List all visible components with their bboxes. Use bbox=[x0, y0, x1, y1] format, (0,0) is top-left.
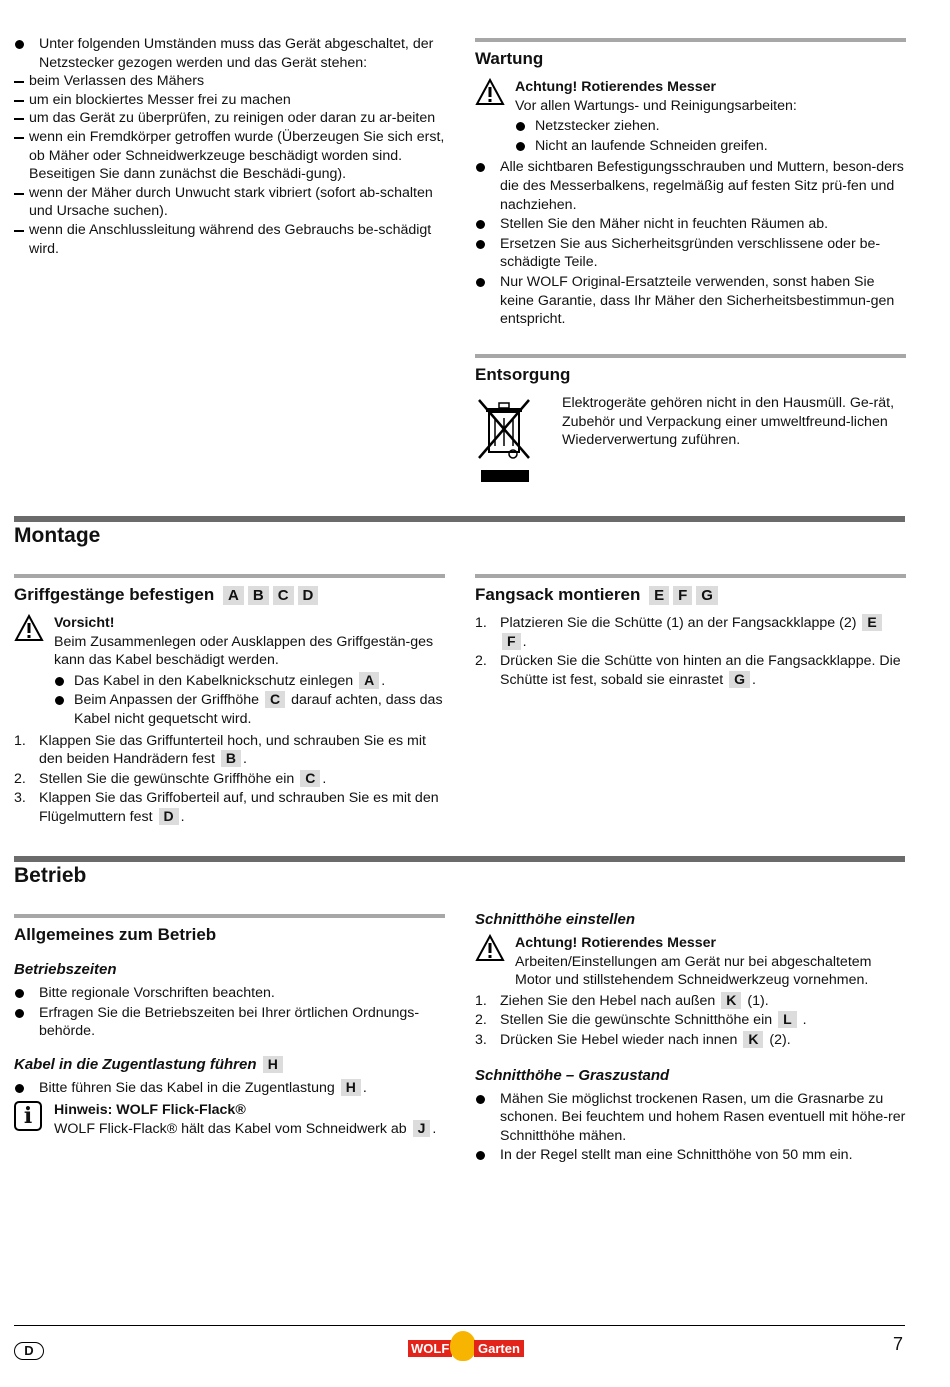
section-rule bbox=[475, 38, 906, 42]
list-item: um das Gerät zu überprüfen, zu reinigen oder daran zu ar-beiten bbox=[14, 109, 445, 128]
gras-list bbox=[475, 1090, 906, 1165]
section-rule bbox=[14, 574, 445, 578]
betriebszeiten-title: Betriebszeiten bbox=[14, 961, 117, 978]
warning-block bbox=[14, 614, 445, 729]
list-item: Alle sichtbaren Befestigungsschrauben und Muttern, beson-ders die des Messerbalkens, regelmäßig auf festen Sitz prü-fen und nachziehen. bbox=[475, 158, 906, 214]
warning-text: Vor allen Wartungs- und Reinigungsarbeiten: bbox=[515, 97, 797, 114]
list-item: Unter folgenden Umständen muss das Gerät abgeschaltet, der Netzstecker gezogen werden und das Gerät stehen: beim Verlassen des Mähers um ein blockiertes Messer frei zu machen um das Gerät zu überprüfen, zu reinigen oder daran zu ar-beiten wenn ein Fremdkörper getroffen wurde (Überzeugen Sie sich erst, ob Mäher oder Schneidwerkzeuge beschädigt worden sind. Beseitigen Sie dann zunächst die Beschädi-gung). wenn der Mäher durch Unwucht stark vibriert (sofort ab-schalten und Ursache suchen). wenn die Anschlussleitung während des Gebrauchs be-schädigt wird. bbox=[14, 35, 445, 258]
griff-steps bbox=[14, 732, 445, 827]
page-number: 7 bbox=[893, 1334, 904, 1354]
figure-label: D bbox=[298, 586, 319, 605]
list-item: 2. Stellen Sie die gewünschte Schnitthöhe ein L . bbox=[475, 1011, 807, 1029]
list-item: 1. Platzieren Sie die Schütte (1) an der Fangsackklappe (2) E F . bbox=[475, 614, 906, 651]
wartung-section bbox=[475, 38, 906, 330]
list-item: 1. Klappen Sie das Griffunterteil hoch, und schrauben Sie es mit den beiden Handrädern fest B . bbox=[14, 732, 426, 768]
figure-label: K bbox=[743, 1031, 763, 1048]
section-title: Montage bbox=[14, 524, 101, 547]
warning-block bbox=[475, 934, 906, 990]
warning-title: Vorsicht! bbox=[54, 615, 115, 631]
list-item: wenn die Anschlussleitung während des Gebrauchs be-schädigt wird. bbox=[14, 221, 445, 258]
schnitthoehe-title: Schnitthöhe einstellen bbox=[475, 911, 636, 928]
section-rule bbox=[14, 856, 905, 862]
figure-label: C bbox=[300, 770, 320, 787]
figure-label: G bbox=[696, 586, 718, 605]
figure-label: C bbox=[273, 586, 294, 605]
dash-list bbox=[14, 72, 445, 258]
crossed-bin-icon bbox=[475, 396, 533, 488]
figure-label: E bbox=[862, 614, 881, 631]
list-item: In der Regel stellt man eine Schnitthöhe von 50 mm ein. bbox=[475, 1146, 906, 1165]
figure-label: A bbox=[359, 672, 379, 689]
figure-label: J bbox=[413, 1120, 431, 1137]
list-item: Das Kabel in den Kabelknickschutz einlegen A . bbox=[54, 672, 445, 691]
warning-bullets bbox=[515, 117, 906, 155]
list-item: Beim Anpassen der Griffhöhe C darauf achten, dass das Kabel nicht gequetscht wird. bbox=[54, 691, 445, 728]
entsorgung-text: Elektrogeräte gehören nicht in den Hausmüll. Ge-rät, Zubehör und Verpackung einer umweltfreund-lichen Wiederverwertung zuführen. bbox=[562, 395, 895, 449]
figure-label: F bbox=[502, 633, 521, 650]
figure-label: D bbox=[159, 808, 179, 825]
fangsack-section bbox=[475, 574, 906, 690]
kabel-title: Kabel in die Zugentlastung führen H bbox=[14, 1055, 445, 1075]
top-left-block bbox=[14, 35, 445, 259]
section-rule bbox=[14, 914, 445, 918]
list-item: Bitte führen Sie das Kabel in die Zugentlastung H . bbox=[14, 1079, 445, 1098]
warning-title: Achtung! Rotierendes Messer bbox=[515, 79, 717, 95]
subsection-title: Griffgestänge befestigen A B C D bbox=[14, 584, 445, 606]
list-item: 2. Drücken Sie die Schütte von hinten an die Fangsackklappe. Die Schütte ist fest, sobald sie einrastet G . bbox=[475, 653, 901, 688]
figure-label: F bbox=[673, 586, 692, 605]
warning-bullets bbox=[54, 672, 445, 729]
griff-section bbox=[14, 574, 445, 828]
betriebszeiten-list bbox=[14, 984, 445, 1041]
section-rule bbox=[14, 516, 905, 522]
figure-label: H bbox=[263, 1056, 283, 1073]
figure-label: A bbox=[223, 586, 244, 605]
section-title: Betrieb bbox=[14, 864, 87, 887]
figure-label: B bbox=[221, 750, 241, 767]
entsorgung-section bbox=[475, 354, 906, 494]
language-badge: D bbox=[14, 1342, 44, 1360]
section-title: Wartung bbox=[475, 49, 544, 68]
section-rule bbox=[475, 574, 906, 578]
warning-icon bbox=[475, 934, 505, 962]
list-item: Nicht an laufende Schneiden greifen. bbox=[515, 137, 906, 156]
warning-title: Achtung! Rotierendes Messer bbox=[515, 935, 717, 951]
warning-text: Beim Zusammenlegen oder Ausklappen des Griffgestän-ges kann das Kabel beschädigt werden. bbox=[54, 633, 434, 669]
hint-block: i Hinweis: WOLF Flick-Flack® WOLF Flick-Flack® hält das Kabel vom Schneidwerk ab J . bbox=[14, 1101, 445, 1138]
list-item: 1. Ziehen Sie den Hebel nach außen K (1). bbox=[475, 991, 769, 1009]
list-item: wenn ein Fremdkörper getroffen wurde (Überzeugen Sie sich erst, ob Mäher oder Schneidwerkzeuge beschädigt worden sind. Beseitigen Sie dann zunächst die Beschädi-gung). bbox=[14, 128, 445, 184]
list-item: Ersetzen Sie aus Sicherheitsgründen verschlissene oder be-schädigte Teile. bbox=[475, 235, 906, 272]
subsection-title: Fangsack montieren E F G bbox=[475, 584, 906, 606]
section-rule bbox=[475, 354, 906, 358]
list-item: 2. Stellen Sie die gewünschte Griffhöhe ein C . bbox=[14, 769, 327, 787]
figure-label: K bbox=[721, 992, 741, 1009]
wartung-bullets bbox=[475, 158, 906, 328]
list-item: Stellen Sie den Mäher nicht in feuchten Räumen ab. bbox=[475, 215, 906, 234]
hint-title: Hinweis: WOLF Flick-Flack® bbox=[54, 1102, 246, 1119]
schnitt-steps bbox=[475, 992, 906, 1050]
graszustand-title: Schnitthöhe – Graszustand bbox=[475, 1066, 670, 1084]
footer-rule bbox=[14, 1325, 905, 1326]
list-item: Netzstecker ziehen. bbox=[515, 117, 906, 136]
figure-label: B bbox=[248, 586, 269, 605]
fangsack-steps bbox=[475, 614, 906, 689]
figure-label: L bbox=[778, 1011, 797, 1028]
section-title: Entsorgung bbox=[475, 365, 571, 384]
list-item: Mähen Sie möglichst trockenen Rasen, um die Grasnarbe zu schonen. Bei feuchtem und hohem Rasen eventuell mit höhe-rer Schnitthöhe mähen. bbox=[475, 1090, 906, 1146]
kabel-list bbox=[14, 1079, 445, 1098]
list-item: Nur WOLF Original-Ersatzteile verwenden, sonst haben Sie keine Garantie, dass Ihr Mäher den Sicherheitsbestimmun-gen entspricht. bbox=[475, 273, 906, 329]
warning-text: Arbeiten/Einstellungen am Gerät nur bei abgeschaltetem Motor und stillstehendem Schneidwerkzeug vornehmen. bbox=[515, 953, 872, 989]
list-item: Erfragen Sie die Betriebszeiten bei Ihrer örtlichen Ordnungs-behörde. bbox=[14, 1004, 445, 1041]
list-item: 3. Drücken Sie Hebel wieder nach innen K (2). bbox=[475, 1030, 791, 1048]
fox-icon bbox=[450, 1331, 476, 1361]
allgemeines-section bbox=[14, 914, 445, 1139]
warning-icon bbox=[475, 78, 505, 106]
schnitthoehe-section bbox=[475, 910, 906, 1166]
list-item: 3. Klappen Sie das Griffoberteil auf, und schrauben Sie es mit den Flügelmuttern fest D . bbox=[14, 790, 439, 825]
list-item: wenn der Mäher durch Unwucht stark vibriert (sofort ab-schalten und Ursache suchen). bbox=[14, 184, 445, 221]
entsorgung-body bbox=[475, 394, 906, 494]
warning-block bbox=[475, 78, 906, 155]
warning-icon bbox=[14, 614, 44, 642]
figure-label: C bbox=[265, 691, 285, 708]
list-item: Bitte regionale Vorschriften beachten. bbox=[14, 984, 445, 1003]
list-item: um ein blockiertes Messer frei zu machen bbox=[14, 91, 445, 110]
figure-label: G bbox=[729, 671, 750, 688]
subsection-title: Allgemeines zum Betrieb bbox=[14, 925, 217, 944]
info-icon: i bbox=[14, 1101, 42, 1131]
figure-label: H bbox=[341, 1079, 361, 1096]
list-item: beim Verlassen des Mähers bbox=[14, 72, 445, 91]
figure-label: E bbox=[649, 586, 669, 605]
